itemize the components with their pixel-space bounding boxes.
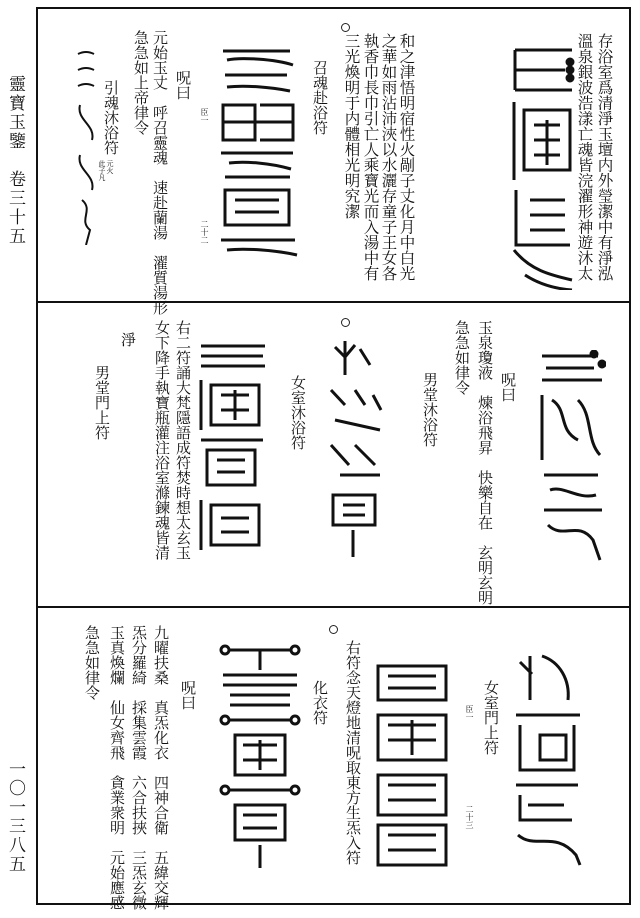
chant-line: 急急如律令	[453, 320, 471, 395]
talisman-title: 女室沐浴符	[289, 375, 307, 450]
talisman-title: 引魂沐浴符	[102, 80, 120, 155]
chant-line: 炁分羅綺 採集雲霞 六合扶挾 三炁玄微	[130, 625, 148, 910]
lead-soul-talisman-seal	[74, 50, 98, 245]
panel-divider-bottom	[38, 606, 629, 608]
description-line: 右符念天燈地清呪取東方生炁入符	[344, 640, 362, 865]
description-line: 右二符誦大梵隱語成符焚時想太玄玉	[174, 320, 192, 560]
clothing-talisman-seal-left	[215, 640, 305, 870]
talisman-title: 化衣符	[311, 680, 329, 725]
page-number: 一〇一三八五	[5, 760, 25, 874]
text-column: 存浴室爲清淨玉壇内外瑩潔中有淨泓	[595, 33, 614, 281]
chant-line: 急急如律令	[83, 625, 101, 700]
text-column: 執香巾長巾引亡人乘寶光而入湯中有	[361, 33, 380, 281]
male-bath-talisman-seal	[538, 350, 606, 565]
chant-line: 玉泉瓊液 煉浴飛昇 快樂自在 玄明玄明	[476, 320, 494, 605]
talisman-title: 女室門上符	[482, 680, 500, 755]
panel-divider-top	[38, 301, 629, 303]
page-mark: 二十三	[465, 805, 474, 829]
incantation-label: 呪曰	[179, 680, 197, 710]
incantation-label: 呪曰	[499, 372, 517, 402]
talisman-title: 男堂門上符	[93, 365, 111, 440]
chant-line: 玉真煥爛 仙女齊飛 貪業衆明 元始應感	[108, 625, 126, 910]
talisman-title: 男堂沐浴符	[421, 372, 439, 447]
text-column: 三光煥明于内體相光明究潔	[342, 33, 361, 219]
chant-line: 九曜扶桑 真炁化衣 四神合衛 五緯交輝	[152, 625, 170, 910]
incantation-label: 呪曰	[174, 70, 192, 100]
marker-circle	[341, 23, 350, 32]
text-column: 溫泉銀波浩漾亡魂皆浣濯形神遊沐太	[575, 33, 594, 281]
clothing-talisman-seal-right	[372, 660, 452, 870]
bath-talisman-seal	[510, 40, 580, 290]
chant-line: 急急如上帝律令	[132, 30, 150, 135]
small-note: 元火	[106, 160, 114, 174]
marker-circle	[341, 318, 350, 327]
description-line: 淨	[119, 332, 137, 347]
text-column: 和之津悟明宿性火剮子丈化月中白光	[397, 33, 416, 281]
book-title: 靈寶玉鑒 卷三十五	[5, 75, 25, 246]
small-note: 此子凡	[98, 160, 106, 181]
page-mark: 臣一	[200, 108, 209, 124]
summon-soul-talisman-seal	[215, 45, 300, 260]
marker-circle	[329, 625, 338, 634]
chant-line: 元始玉丈 呼召靈魂 速赴蘭湯 濯質湯形	[151, 30, 169, 315]
description-line: 女下降手執寶瓶灌注浴室滌鍊魂皆清	[153, 320, 171, 560]
text-column: 之華如雨沾沛浹以水灑存童子王女各	[379, 33, 398, 281]
page-mark: 臣一	[465, 705, 474, 721]
female-gate-talisman-seal	[510, 650, 585, 870]
talisman-title: 召魂赴浴符	[311, 60, 329, 135]
male-gate-talisman-seal	[195, 340, 270, 560]
page-mark: 二十二	[200, 220, 209, 244]
female-bath-talisman-seal	[325, 335, 385, 560]
